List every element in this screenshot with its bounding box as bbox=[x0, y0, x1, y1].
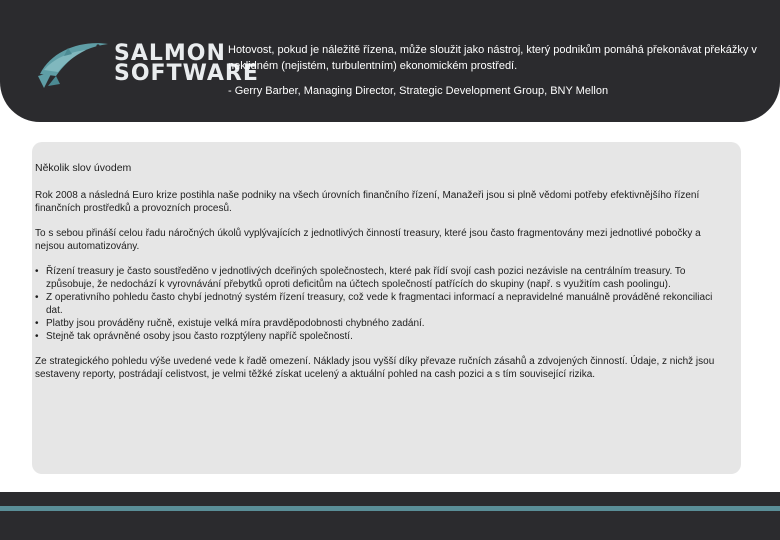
quote-text: Hotovost, pokud je náležitě řízena, může sloužit jako nástroj, který podnikům pomáhá překonávat překážky v neklidném (nejistém, turbulentním) ekonomickém prostředí. bbox=[228, 44, 757, 72]
content-body bbox=[35, 162, 730, 393]
bullet-item: • Řízení treasury je často soustředěno v jednotlivých dceřiných společnostech, které pak řídí svojí cash pozici nezávisle na centrálním treasury. To způsobuje, že nedochází k vyrovnávání přebytků oproti deficitům na účtech společností patřících do skupiny (např. s využitím cash poolingu). bbox=[35, 265, 730, 291]
footer-accent-line bbox=[0, 506, 780, 511]
paragraph-1: Rok 2008 a následná Euro krize postihla naše podniky na všech úrovních finančního řízení, Manažeři jsou si plně vědomi potřeby efektivnějšího řízení finančních prostředků a provozních procesů. bbox=[35, 190, 700, 214]
logo-line-2: SOFTWARE bbox=[114, 61, 259, 86]
quote-author: - Gerry Barber, Managing Director, Strategic Development Group, BNY Mellon bbox=[228, 85, 609, 97]
header-banner bbox=[0, 0, 780, 122]
bullet-item: • Platby jsou prováděny ručně, existuje velká míra pravděpodobnosti chybného zadání. bbox=[35, 317, 730, 330]
salmon-software-logo bbox=[34, 36, 259, 92]
bullet-list bbox=[35, 265, 730, 343]
paragraph-3: Ze strategického pohledu výše uvedené vede k řadě omezení. Náklady jsou vyšší díky převaze ručních zásahů a zdvojených činností. Údaje, z nichž jsou sestaveny reporty, postrádají celistvost, je velmi těžké získat ucelený a aktuální pohled na cash pozici a s tím související rizika. bbox=[35, 356, 715, 380]
bullet-item: • Stejně tak oprávněné osoby jsou často rozptýleny napříč společností. bbox=[35, 330, 730, 343]
bullet-item: • Z operativního pohledu často chybí jednotný systém řízení treasury, což vede k fragmentaci informací a nepravidelné manuálně prováděné rekonciliaci dat. bbox=[35, 291, 730, 317]
paragraph-2: To s sebou přináší celou řadu náročných úkolů vyplývajících z jednotlivých činností treasury, které jsou často fragmentovány mezi jednotlivé pobočky a nejsou automatizovány. bbox=[35, 228, 701, 252]
footer-bar bbox=[0, 492, 780, 540]
logo-line-1: SALMON bbox=[114, 41, 226, 66]
section-heading: Několik slov úvodem bbox=[35, 162, 132, 174]
salmon-fish-icon bbox=[34, 36, 114, 92]
